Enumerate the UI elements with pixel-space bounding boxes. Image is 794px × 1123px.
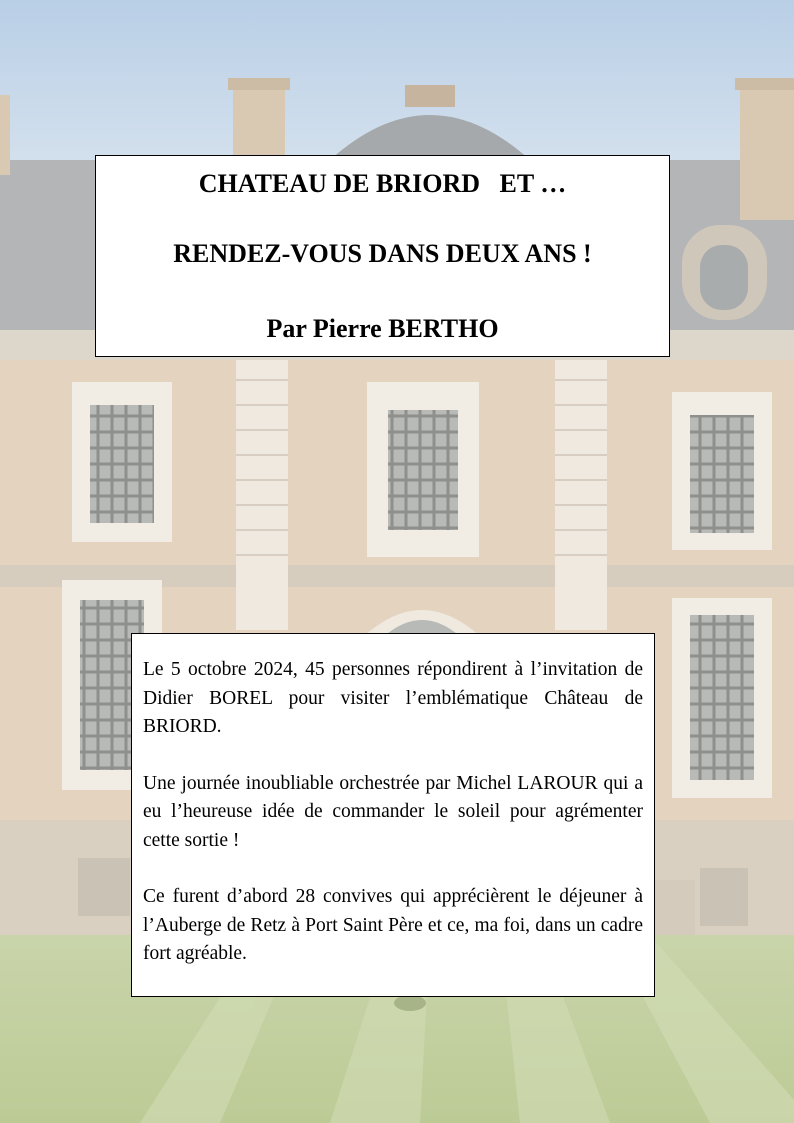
paragraph-1: Le 5 octobre 2024, 45 personnes répondirent à l’invitation de Didier BOREL pour visiter l’emblématique Château de BRIORD. — [143, 659, 643, 737]
subtitle-heading: RENDEZ-VOUS DANS DEUX ANS ! — [173, 239, 592, 268]
title-heading: CHATEAU DE BRIORD ET … — [198, 169, 567, 198]
title-box — [95, 155, 670, 357]
paragraph-3: Ce furent d’abord 28 convives qui apprécièrent le déjeuner à l’Auberge de Retz à Port Saint Père et ce, ma foi, dans un cadre fort agréable. — [143, 886, 643, 964]
text-box — [131, 633, 655, 997]
paragraph-2: Une journée inoubliable orchestrée par Michel LAROUR qui a eu l’heureuse idée de commander le soleil pour agrémenter cette sortie ! — [143, 772, 643, 851]
author-byline: Par Pierre BERTHO — [266, 314, 499, 343]
